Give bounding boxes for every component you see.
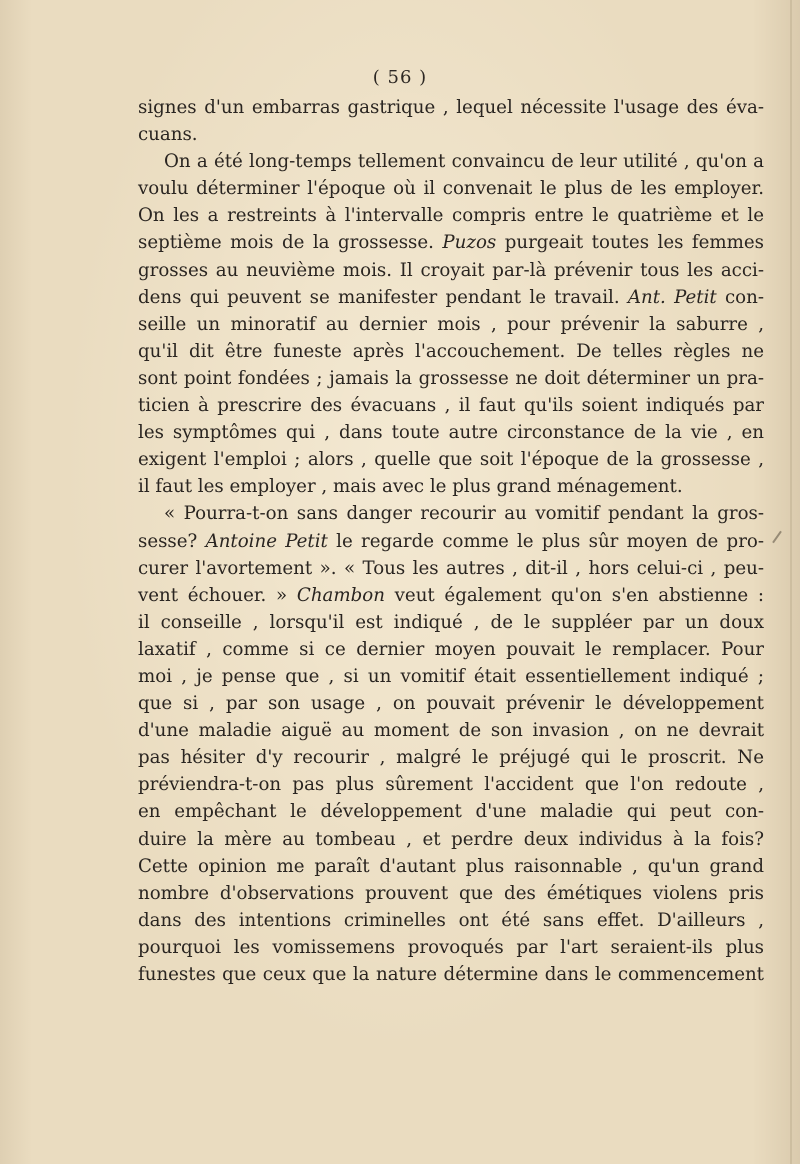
- text-line: signes d'un embarras gastrique , lequel nécessite l'usage des éva-: [138, 97, 764, 118]
- text-line: sont point fondées ; jamais la grossesse ne doit déterminer un pra-: [138, 367, 764, 389]
- text-line: exigent l'emploi ; alors , quelle que soit l'époque de la grossesse ,: [138, 449, 764, 471]
- text-line: moi , je pense que , si un vomitif était essentiellement indiqué ;: [138, 665, 764, 687]
- text-line: dens qui peuvent se manifester pendant le travail. Ant. Petit con-: [138, 286, 764, 308]
- text-line: On les a restreints à l'intervalle compris entre le quatrième et le: [138, 205, 764, 227]
- text-line: Cette opinion me paraît d'autant plus raisonnable , qu'un grand: [138, 855, 764, 877]
- text-line: préviendra-t-on pas plus sûrement l'accident que l'on redoute ,: [138, 774, 764, 796]
- text-line: cuans.: [138, 124, 198, 146]
- italic-name: Antoine Petit: [205, 530, 328, 552]
- text-line: pourquoi les vomissemens provoqués par l'art seraient-ils plus: [138, 936, 764, 958]
- italic-name: Ant. Petit: [627, 286, 717, 308]
- text-line: funestes que ceux que la nature détermine dans le commencement: [138, 964, 764, 985]
- text-line: nombre d'observations prouvent que des émétiques violens pris: [138, 882, 764, 904]
- text-line: curer l'avortement ». « Tous les autres , dit-il , hors celui-ci , peu-: [138, 557, 764, 579]
- text-line: les symptômes qui , dans toute autre circonstance de la vie , en: [138, 422, 764, 444]
- italic-name: Chambon: [296, 584, 385, 606]
- text-line: ticien à prescrire des évacuans , il faut qu'ils soient indiqués par: [138, 395, 764, 417]
- text-line: vent échouer. » Chambon veut également qu'on s'en abstienne :: [138, 584, 764, 606]
- text-line: d'une maladie aiguë au moment de son invasion , on ne devrait: [138, 720, 764, 742]
- text-line: en empêchant le développement d'une maladie qui peut con-: [138, 801, 764, 823]
- text-line: laxatif , comme si ce dernier moyen pouvait le remplacer. Pour: [138, 638, 764, 660]
- text-line: sesse? Antoine Petit le regarde comme le plus sûr moyen de pro-: [138, 530, 764, 552]
- text-line: On a été long-temps tellement convaincu de leur utilité , qu'on a: [164, 151, 764, 173]
- text-line: duire la mère au tombeau , et perdre deux individus à la fois?: [138, 828, 764, 850]
- text-line: il faut les employer , mais avec le plus grand ménagement.: [138, 476, 683, 498]
- italic-name: Puzos: [442, 232, 497, 254]
- text-line: grosses au neuvième mois. Il croyait par-là prévenir tous les acci-: [138, 259, 764, 281]
- text-line: septième mois de la grossesse. Puzos purgeait toutes les femmes: [138, 232, 764, 254]
- text-line: il conseille , lorsqu'il est indiqué , de le suppléer par un doux: [138, 611, 764, 633]
- text-line: que si , par son usage , on pouvait prévenir le développement: [138, 693, 764, 715]
- text-line: voulu déterminer l'époque où il convenait le plus de les employer.: [138, 178, 764, 200]
- margin-pencil-mark: [772, 531, 782, 544]
- text-line: qu'il dit être funeste après l'accouchement. De telles règles ne: [138, 340, 764, 362]
- page-number: ( 56 ): [372, 67, 428, 88]
- body-text: [138, 94, 764, 988]
- text-line: dans des intentions criminelles ont été sans effet. D'ailleurs ,: [138, 909, 764, 931]
- page-edge-shadow: [790, 0, 792, 1164]
- text-line: seille un minoratif au dernier mois , pour prévenir la saburre ,: [138, 313, 764, 335]
- text-line: pas hésiter d'y recourir , malgré le préjugé qui le proscrit. Ne: [138, 747, 764, 769]
- text-line: « Pourra-t-on sans danger recourir au vomitif pendant la gros-: [164, 503, 764, 525]
